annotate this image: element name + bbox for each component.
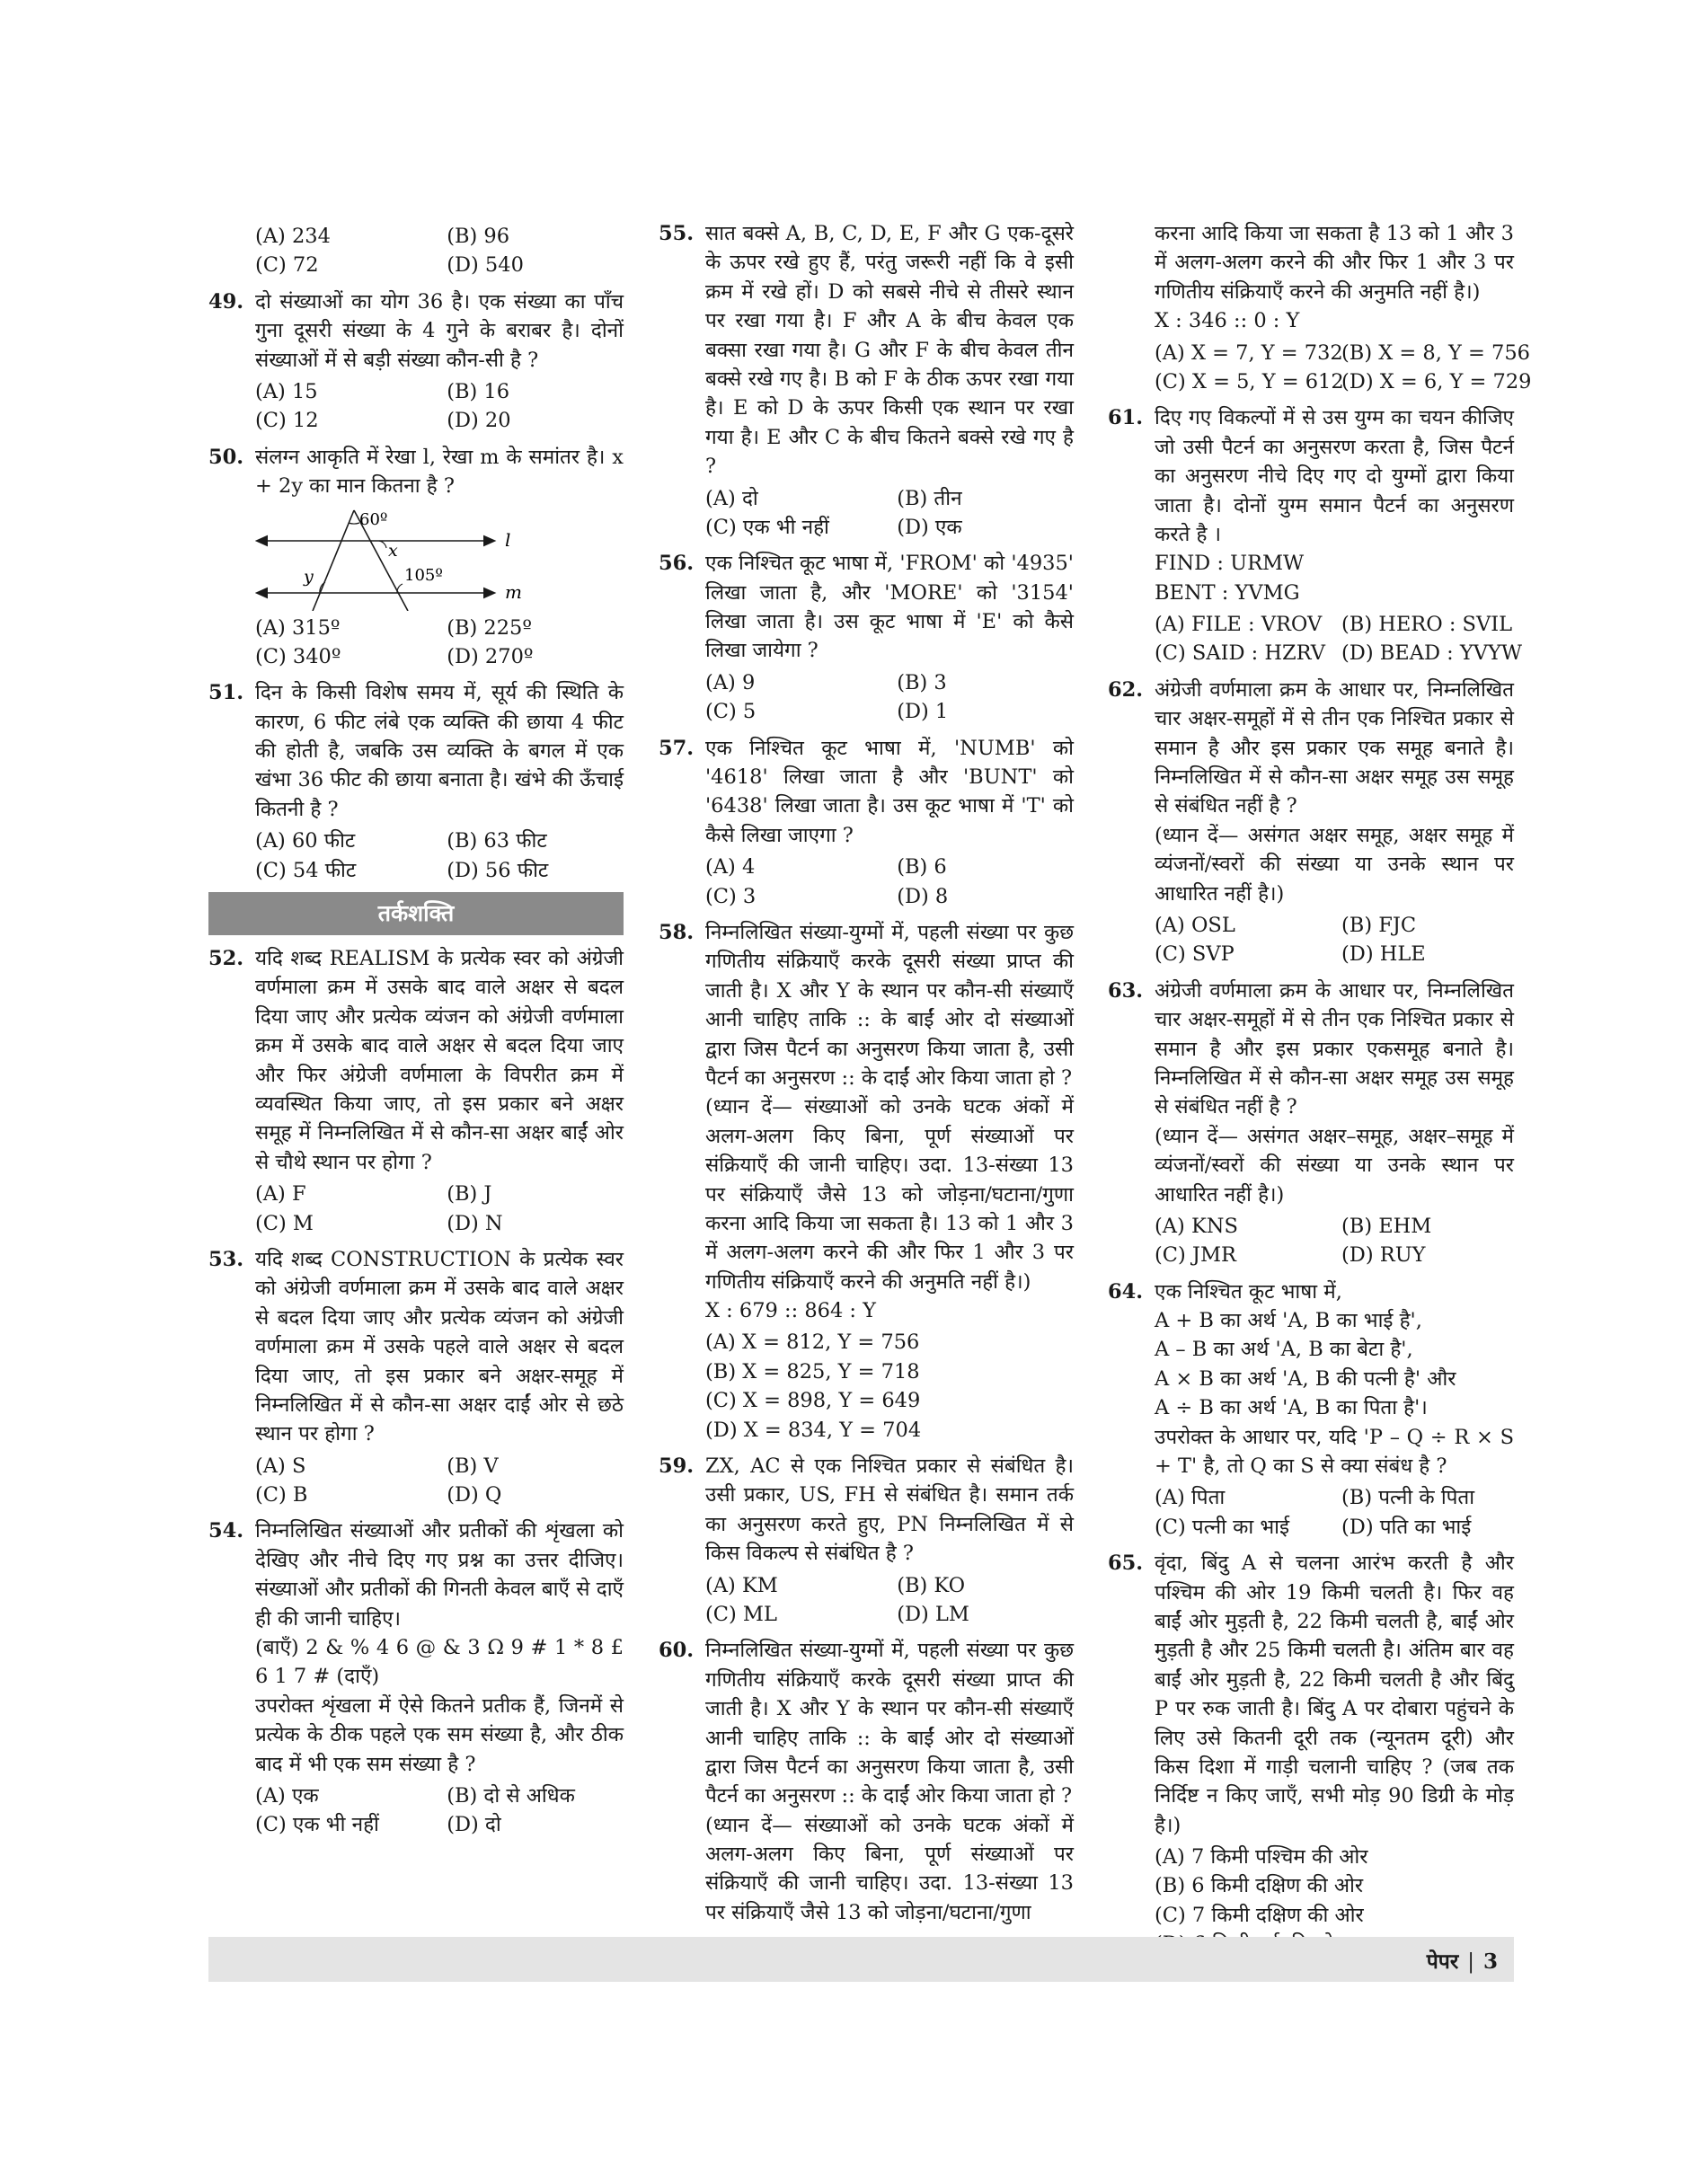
option-item: (B) HERO : SVIL [1341, 613, 1513, 637]
option-item: (B) FJC [1341, 913, 1417, 937]
option-item: (C) X = 898, Y = 649 [705, 1389, 921, 1413]
options-grid [255, 614, 624, 672]
section-heading: तर्कशक्ति [208, 892, 624, 935]
option-item: (D) 20 [447, 409, 511, 433]
option-item: (A) दो [705, 486, 758, 510]
continued-text: X : 346 :: 0 : Y [1155, 309, 1300, 333]
option-item: (D) एक [897, 515, 962, 539]
option-item: (D) RUY [1341, 1243, 1426, 1268]
options-grid [255, 827, 624, 885]
question [1108, 1549, 1514, 1958]
question [208, 678, 624, 885]
option-item: (A) 9 [705, 670, 756, 694]
question-number: 63. [1108, 978, 1144, 1003]
page-footer [208, 1937, 1514, 1982]
option-item: (A) F [255, 1182, 306, 1207]
option-item: (A) एक [255, 1783, 319, 1808]
question-block [1108, 219, 1532, 396]
option-item: (A) 7 किमी पश्चिम की ओर [1155, 1845, 1368, 1870]
option-item: (B) X = 8, Y = 756 [1341, 340, 1530, 365]
question-number: 52. [208, 947, 244, 971]
question-note: (ध्यान दें— संख्याओं को उनके घटक अंकों में अलग-अलग किए बिना, पूर्ण संख्याओं पर संक्रियाएँ की जानी चाहिए। उदा. 13-संख्या 13 पर संक्रियाएँ जैसे 13 को जोड़ना/घटाना/गुणा करना आदि किया जा सकता है। 13 को 1 और 3 में अलग-अलग करने की और फिर 1 और 3 पर गणितीय संक्रियाएँ करने की अनुमति नहीं है।) [705, 1095, 1074, 1294]
question-text: निम्नलिखित संख्या-युग्मों में, पहली संख्या पर कुछ गणितीय संक्रियाएँ करके दूसरी संख्या प्राप्त की जाती है। X और Y के स्थान पर कौन-सी संख्याएँ आनी चाहिए ताकि :: के बाईं ओर दो संख्याओं द्वारा जिस पैटर्न का अनुसरण किया जाता है, उसी पैटर्न का अनुसरण :: के दाईं ओर किया जाता हो ? [705, 1639, 1074, 1808]
question-note: BENT : YVMG [1155, 580, 1300, 605]
question-number: 51. [208, 681, 244, 705]
options-grid [705, 1571, 1074, 1630]
line-l-label: l [505, 528, 511, 551]
question-text: वृंदा, बिंदु A से चलना आरंभ करती है और पश्चिम की ओर 19 किमी चलती है। फिर वह बाईं ओर मुड़ती है, 22 किमी चलती है, बाईं ओर मुड़ती है और 25 किमी चलती है। अंतिम बार वह बाईं ओर मुड़ती है, 22 किमी चलती है और बिंदु P पर रुक जाती है। बिंदु A पर दोबारा पहुंचने के लिए उसे कितनी दूरी तक (न्यूनतम दूरी) और किस दिशा में गाड़ी चलानी चाहिए ? (जब तक निर्दिष्ट न किए जाएँ, सभी मोड़ 90 डिग्री के मोड़ है।) [1155, 1551, 1514, 1837]
question-text: सात बक्से A, B, C, D, E, F और G एक-दूसरे के ऊपर रखे हुए हैं, परंतु जरूरी नहीं कि वे इसी क्रम में रखे हों। D को सबसे नीचे से तीसरे स्थान पर रखा गया है। F और A के बीच केवल एक बक्सा रखा गया है। G और F के बीच केवल तीन बक्से रखे गए है। B को F के ठीक ऊपर रखा गया है। E को D के ऊपर किसी एक स्थान पर रखा गया है। E और C के बीच कितने बक्से रखे गए है ? [705, 222, 1074, 479]
question-text: यदि शब्द CONSTRUCTION के प्रत्येक स्वर को अंग्रेजी वर्णमाला क्रम में उसके बाद वाले अक्षर से बदल दिया जाए और प्रत्येक व्यंजन को अंग्रेजी वर्णमाला क्रम में उसके पहले वाले अक्षर से बदल दिया जाए, तो इस प्रकार बने अक्षर-समूह में निम्नलिखित में से कौन-सा अक्षर दाईं ओर से छठे स्थान पर होगा ? [255, 1247, 624, 1446]
option-item: (C) पत्नी का भाई [1155, 1515, 1290, 1539]
options-grid [255, 222, 624, 280]
option-item: (D) 270º [447, 644, 534, 668]
question-note: A × B का अर्थ 'A, B की पत्नी है' और [1155, 1366, 1456, 1391]
option-item: (C) X = 5, Y = 612 [1155, 369, 1344, 393]
option-item: (C) 72 [255, 253, 319, 278]
transversal-left [313, 510, 354, 611]
question-number: 55. [659, 222, 695, 245]
option-item: (C) 5 [705, 700, 757, 724]
option-item: (D) 56 फीट [447, 858, 549, 882]
column-3 [1108, 219, 1532, 1967]
question-number: 53. [208, 1247, 244, 1271]
question-note: A ÷ B का अर्थ 'A, B का पिता है'। [1155, 1396, 1428, 1420]
options-grid [705, 484, 1074, 543]
option-item: (A) 4 [705, 855, 756, 880]
option-item: (D) N [447, 1211, 503, 1235]
question-text: ZX, AC से एक निश्चित प्रकार से संबंधित है। उसी प्रकार, US, FH से संबंधित है। समान तर्क का अनुसरण करते हुए, PN निम्नलिखित में से किस विकल्प से संबंधित है ? [705, 1454, 1074, 1566]
question-number: 60. [659, 1639, 695, 1663]
footer-text [1427, 1946, 1498, 1975]
question-number: 50. [208, 445, 244, 469]
question-text: निम्नलिखित संख्या-युग्मों में, पहली संख्या पर कुछ गणितीय संक्रियाएँ करके दूसरी संख्या प्राप्त की जाती है। X और Y के स्थान पर कौन-सी संख्याएँ आनी चाहिए ताकि :: के बाईं ओर दो संख्याओं द्वारा जिस पैटर्न का अनुसरण किया जाता है, उसी पैटर्न का अनुसरण :: के दाईं ओर किया जाता हो ? [705, 920, 1074, 1090]
options-grid [1155, 911, 1514, 969]
option-item: (D) 540 [447, 253, 524, 278]
option-item: (B) X = 825, Y = 718 [705, 1359, 920, 1383]
question-note: A – B का अर्थ 'A, B का बेटा है', [1155, 1338, 1413, 1362]
angle-y-label: y [304, 566, 314, 587]
question [1108, 403, 1522, 668]
option-item: (A) KM [705, 1573, 778, 1597]
question-number: 61. [1108, 406, 1144, 430]
option-item: (D) दो [447, 1813, 501, 1837]
options-grid [255, 1452, 624, 1510]
option-item: (B) KO [897, 1573, 966, 1597]
option-item: (B) पत्नी के पिता [1341, 1486, 1475, 1510]
question-text: अंग्रेजी वर्णमाला क्रम के आधार पर, निम्नलिखित चार अक्षर-समूहों में से तीन एक निश्चित प्रकार से समान है और इस प्रकार एकसमूह बनाते है। निम्नलिखित में से कौन-सा अक्षर समूह उस समूह से संबंधित नहीं है ? [1155, 978, 1514, 1119]
options-grid [255, 1180, 624, 1238]
question-text: एक निश्चित कूट भाषा में, 'FROM' को '4935' लिखा जाता है, और 'MORE' को '3154' लिखा जाता है। उस कूट भाषा में 'E' को कैसे लिखा जायेगा ? [705, 552, 1074, 663]
option-item: (A) 15 [255, 379, 318, 403]
question-number: 49. [208, 289, 244, 314]
question-number: 65. [1108, 1551, 1144, 1576]
question-number: 54. [208, 1519, 244, 1543]
question [1108, 1277, 1514, 1543]
question [208, 1245, 624, 1510]
question-text: एक निश्चित कूट भाषा में, [1155, 1279, 1342, 1304]
option-item: (D) 1 [897, 700, 949, 724]
option-item: (A) पिता [1155, 1486, 1226, 1510]
question [659, 219, 1074, 542]
option-item: (C) ML [705, 1602, 777, 1626]
column-2 [659, 219, 1074, 1934]
option-item: (B) 6 [897, 855, 947, 880]
option-item: (A) 60 फीट [255, 829, 356, 853]
option-item: (A) OSL [1155, 913, 1235, 937]
question-note: FIND : URMW [1155, 552, 1305, 576]
option-item: (C) 3 [705, 884, 757, 908]
option-item: (C) 54 फीट [255, 858, 357, 882]
question [659, 1452, 1074, 1629]
options-grid [1155, 610, 1522, 668]
question-text: निम्नलिखित संख्याओं और प्रतीकों की शृंखला को देखिए और नीचे दिए गए प्रश्न का उत्तर दीजिए। संख्याओं और प्रतीकों की गिनती केवल बाएँ से दाएँ ही की जानी चाहिए। [255, 1519, 624, 1631]
options-grid [255, 377, 624, 436]
option-item: (A) 315º [255, 615, 341, 640]
question-text: दो संख्याओं का योग 36 है। एक संख्या का पाँच गुना दूसरी संख्या के 4 गुने के बराबर है। दोनों संख्याओं में से बड़ी संख्या कौन-सी है ? [255, 289, 624, 372]
question-number: 64. [1108, 1279, 1144, 1304]
option-item: (B) 225º [447, 615, 532, 640]
question-note: (ध्यान दें— असंगत अक्षर समूह, अक्षर समूह में व्यंजनों/स्वरों की संख्या या उनके स्थान पर आधारित नहीं है।) [1155, 823, 1514, 906]
parallel-lines-figure [255, 505, 525, 611]
option-item: (C) SAID : HZRV [1155, 641, 1326, 666]
option-item: (C) एक भी नहीं [705, 515, 829, 539]
question-number: 58. [659, 920, 695, 944]
question [208, 944, 624, 1238]
question [1108, 977, 1514, 1270]
question [208, 1516, 624, 1839]
options-grid [1155, 1483, 1514, 1542]
option-item: (A) X = 812, Y = 756 [705, 1330, 920, 1355]
option-item: (B) 6 किमी दक्षिण की ओर [1155, 1874, 1364, 1898]
question-number: 59. [659, 1454, 695, 1479]
question-number: 57. [659, 736, 695, 760]
angle-105-label: 105º [404, 565, 443, 585]
option-item: (B) तीन [897, 486, 962, 510]
option-item: (A) FILE : VROV [1155, 613, 1323, 637]
option-item: (C) M [255, 1211, 314, 1235]
question-note: (बाएँ) 2 & % 4 6 @ & 3 Ω 9 # 1 * 8 £ 6 1 7 # (दाएँ) [255, 1636, 624, 1689]
option-item: (D) पति का भाई [1341, 1515, 1472, 1539]
option-item: (D) X = 834, Y = 704 [705, 1418, 922, 1442]
question-number: 56. [659, 552, 695, 576]
question-note: उपरोक्त शृंखला में ऐसे कितने प्रतीक हैं, जिनमें से प्रत्येक के ठीक पहले एक सम संख्या है, और ठीक बाद में भी एक सम संख्या है ? [255, 1693, 624, 1776]
option-item: (C) 12 [255, 409, 319, 433]
question-text: अंग्रेजी वर्णमाला क्रम के आधार पर, निम्नलिखित चार अक्षर-समूहों में से तीन एक निश्चित प्रकार से समान है और इस प्रकार एक समूह बनाते है। निम्नलिखित में से कौन-सा अक्षर समूह उस समूह से संबंधित नहीं है ? [1155, 677, 1514, 818]
question-note: (ध्यान दें— असंगत अक्षर–समूह, अक्षर–समूह में व्यंजनों/स्वरों की संख्या या उनके स्थान पर आधारित नहीं है।) [1155, 1124, 1514, 1207]
question-note: (ध्यान दें— संख्याओं को उनके घटक अंकों में अलग-अलग किए बिना, पूर्ण संख्याओं पर संक्रियाएँ की जानी चाहिए। उदा. 13-संख्या 13 पर संक्रियाएँ जैसे 13 को जोड़ना/घटाना/गुणा [705, 1813, 1074, 1924]
option-item: (B) 16 [447, 379, 510, 403]
angle-x-label: x [388, 540, 398, 561]
question [659, 1636, 1074, 1927]
options-grid [1155, 1212, 1514, 1270]
options-grid [255, 1781, 624, 1840]
option-item: (B) दो से अधिक [447, 1783, 575, 1808]
option-item: (B) J [447, 1182, 492, 1207]
option-item: (B) 63 फीट [447, 829, 547, 853]
option-item: (C) 7 किमी दक्षिण की ओर [1155, 1903, 1364, 1927]
footer-separator: | [1467, 1950, 1474, 1974]
question [659, 918, 1074, 1445]
question-text: दिन के किसी विशेष समय में, सूर्य की स्थिति के कारण, 6 फीट लंबे एक व्यक्ति की छाया 4 फीट की होती है, जबकि उस व्यक्ति के बगल में एक खंभा 36 फीट की छाया बनाता है। खंभे की ऊँचाई कितनी है ? [255, 681, 624, 821]
option-item: (D) BEAD : YVYW [1341, 641, 1522, 666]
option-item: (C) JMR [1155, 1243, 1236, 1268]
options-grid [705, 668, 1074, 727]
option-item: (D) X = 6, Y = 729 [1341, 369, 1532, 393]
option-item: (A) X = 7, Y = 732 [1155, 340, 1343, 365]
line-m-label: m [505, 580, 522, 603]
option-item: (B) EHM [1341, 1214, 1432, 1238]
option-item: (A) 234 [255, 225, 331, 248]
option-item: (D) 8 [897, 884, 949, 908]
question-note: X : 679 :: 864 : Y [705, 1299, 876, 1323]
question-text: संलग्न आकृति में रेखा l, रेखा m के समांतर है। x + 2y का मान कितना है ? [255, 445, 624, 499]
page-number: 3 [1482, 1949, 1498, 1974]
option-item: (C) B [255, 1483, 308, 1507]
question-text: यदि शब्द REALISM के प्रत्येक स्वर को अंग्रेजी वर्णमाला क्रम में उसके बाद वाले अक्षर से बदल दिया जाए और प्रत्येक व्यंजन को अंग्रेजी वर्णमाला क्रम में उसके बाद वाले अक्षर से बदल दिया जाए और फिर अंग्रेजी वर्णमाला के विपरीत क्रम में व्यवस्थित किया जाए, तो इस प्रकार बने अक्षर समूह में निम्नलिखित में से कौन-सा अक्षर बाईं ओर से चौथे स्थान पर होगा ? [255, 947, 624, 1174]
question [208, 443, 624, 672]
option-item: (D) LM [897, 1602, 969, 1626]
question-note: A + B का अर्थ 'A, B का भाई है', [1155, 1309, 1422, 1333]
question [659, 734, 1074, 911]
option-item: (B) 3 [897, 670, 947, 694]
options-grid [1155, 339, 1532, 397]
option-item: (A) KNS [1155, 1214, 1238, 1238]
option-item: (A) S [255, 1454, 306, 1478]
question-text: एक निश्चित कूट भाषा में, 'NUMB' को '4618' लिखा जाता है और 'BUNT' को '6438' लिखा जाता है। उस कूट भाषा में 'T' को कैसे लिखा जाएगा ? [705, 736, 1074, 847]
question-text: दिए गए विकल्पों में से उस युग्म का चयन कीजिए जो उसी पैटर्न का अनुसरण करता है, जिस पैटर्न का अनुसरण नीचे दिए गए दो युग्मों द्वारा किया जाता है। दोनों युग्म समान पैटर्न का अनुसरण करते है । [1155, 406, 1514, 546]
option-item: (B) V [447, 1454, 499, 1478]
column-1 [208, 219, 624, 1847]
footer-label: पेपर [1426, 1949, 1459, 1974]
question [659, 549, 1074, 726]
question-note: उपरोक्त के आधार पर, यदि 'P – Q ÷ R × S + T' है, तो Q का S से क्या संबंध है ? [1155, 1425, 1514, 1479]
option-item: (D) Q [447, 1483, 502, 1507]
option-item: (C) SVP [1155, 942, 1235, 967]
option-item: (C) एक भी नहीं [255, 1813, 379, 1837]
question [1108, 676, 1514, 969]
question-block [208, 222, 624, 280]
options-grid [705, 1328, 1074, 1445]
angle-60-label: 60º [359, 509, 388, 529]
continued-text: करना आदि किया जा सकता है 13 को 1 और 3 में अलग-अलग करने की और फिर 1 और 3 पर गणितीय संक्रियाएँ करने की अनुमति नहीं है।) [1155, 222, 1514, 304]
option-item: (C) 340º [255, 644, 341, 668]
question-number: 62. [1108, 677, 1144, 702]
option-item: (D) HLE [1341, 942, 1426, 967]
options-grid [705, 853, 1074, 911]
option-item: (B) 96 [447, 225, 510, 248]
question [208, 287, 624, 436]
